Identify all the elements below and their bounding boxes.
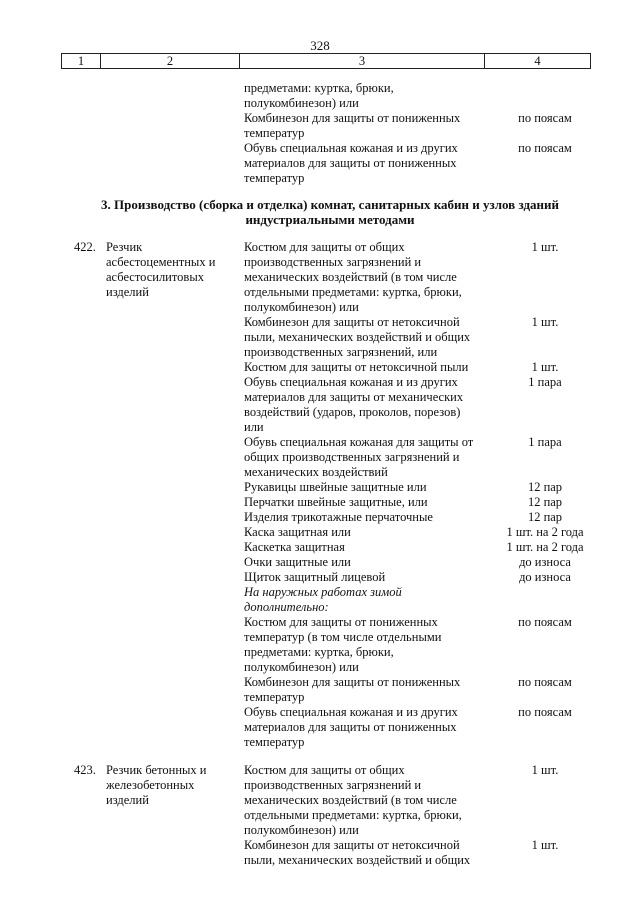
- profession-line: Резчик бетонных и: [106, 763, 207, 777]
- item-line: Рукавицы швейные защитные или: [244, 480, 427, 494]
- item-line: полукомбинезон) или: [244, 660, 359, 674]
- quantity: по поясам: [518, 111, 572, 125]
- item-line: механических воздействий: [244, 465, 388, 479]
- quantity: 1 шт. на 2 года: [506, 525, 584, 539]
- column-header-row: [61, 53, 591, 69]
- item-line: Обувь специальная кожаная и из других: [244, 705, 458, 719]
- item-line: Комбинезон для защиты от нетоксичной: [244, 315, 460, 329]
- column-header-1: 1: [62, 54, 101, 68]
- item-line: Обувь специальная кожаная для защиты от: [244, 435, 474, 449]
- quantity: 1 шт. на 2 года: [506, 540, 584, 554]
- item-line: пыли, механических воздействий и общих: [244, 330, 471, 344]
- item-line: предметами: куртка, брюки,: [244, 645, 394, 659]
- item-line: температур: [244, 171, 305, 185]
- item-line: или: [244, 420, 264, 434]
- item-line: общих производственных загрязнений и: [244, 450, 460, 464]
- item-line: Костюм для защиты от общих: [244, 240, 405, 254]
- row-number: 423.: [74, 763, 96, 777]
- item-line: Каскетка защитная: [244, 540, 345, 554]
- item-line: полукомбинезон) или: [244, 96, 359, 110]
- item-line: отдельными предметами: куртка, брюки,: [244, 285, 462, 299]
- profession-line: асбестоцементных и: [106, 255, 216, 269]
- quantity: 1 шт.: [531, 360, 559, 374]
- quantity: 1 шт.: [531, 315, 559, 329]
- item-line: воздействий (ударов, проколов, порезов): [244, 405, 461, 419]
- quantity: по поясам: [518, 675, 572, 689]
- item-line: Каска защитная или: [244, 525, 351, 539]
- item-line: материалов для защиты от механических: [244, 390, 464, 404]
- quantity: 1 шт.: [531, 838, 559, 852]
- item-line: материалов для защиты от пониженных: [244, 720, 457, 734]
- item-line-italic: На наружных работах зимой: [244, 585, 402, 599]
- item-line: пыли, механических воздействий и общих: [244, 853, 471, 867]
- column-header-3: 3: [240, 54, 485, 68]
- profession-line: изделий: [106, 793, 149, 807]
- quantity: 1 пара: [528, 435, 562, 449]
- item-line: материалов для защиты от пониженных: [244, 156, 457, 170]
- item-line: Щиток защитный лицевой: [244, 570, 386, 584]
- item-line: Изделия трикотажные перчаточные: [244, 510, 433, 524]
- quantity: 12 пар: [527, 495, 563, 509]
- quantity: 1 шт.: [531, 763, 559, 777]
- item-line: температур (в том числе отдельными: [244, 630, 442, 644]
- quantity: по поясам: [518, 141, 572, 155]
- profession-line: асбестосилитовых: [106, 270, 204, 284]
- quantity: 12 пар: [527, 510, 563, 524]
- item-line: полукомбинезон) или: [244, 300, 359, 314]
- item-line: Костюм для защиты от общих: [244, 763, 405, 777]
- item-line: Комбинезон для защиты от пониженных: [244, 675, 461, 689]
- item-line: Обувь специальная кожаная и из других: [244, 375, 458, 389]
- quantity: 1 пара: [528, 375, 562, 389]
- item-line: температур: [244, 126, 305, 140]
- item-line: температур: [244, 690, 305, 704]
- item-line: производственных загрязнений и: [244, 778, 422, 792]
- item-line: Костюм для защиты от пониженных: [244, 615, 438, 629]
- row-number: 422.: [74, 240, 96, 254]
- item-line: Обувь специальная кожаная и из других: [244, 141, 458, 155]
- item-line-italic: дополнительно:: [244, 600, 329, 614]
- item-line: механических воздействий (в том числе: [244, 793, 457, 807]
- item-line: полукомбинезон) или: [244, 823, 359, 837]
- page-number: 328: [310, 38, 330, 53]
- quantity: 12 пар: [527, 480, 563, 494]
- item-line: предметами: куртка, брюки,: [244, 81, 394, 95]
- column-header-4: 4: [534, 54, 541, 68]
- profession-line: изделий: [106, 285, 149, 299]
- item-line: производственных загрязнений, или: [244, 345, 438, 359]
- item-line: Костюм для защиты от нетоксичной пыли: [244, 360, 469, 374]
- item-line: отдельными предметами: куртка, брюки,: [244, 808, 462, 822]
- item-line: производственных загрязнений и: [244, 255, 422, 269]
- quantity: по поясам: [518, 705, 572, 719]
- quantity: 1 шт.: [531, 240, 559, 254]
- item-line: Перчатки швейные защитные, или: [244, 495, 428, 509]
- item-line: Комбинезон для защиты от пониженных: [244, 111, 461, 125]
- item-line: Комбинезон для защиты от нетоксичной: [244, 838, 460, 852]
- item-line: Очки защитные или: [244, 555, 351, 569]
- quantity: до износа: [519, 570, 571, 584]
- profession-line: Резчик: [106, 240, 143, 254]
- item-line: температур: [244, 735, 305, 749]
- quantity: по поясам: [518, 615, 572, 629]
- quantity: до износа: [519, 555, 571, 569]
- section-title: 3. Производство (сборка и отделка) комнат, санитарных кабин и узлов зданий индустриальными методами: [100, 197, 559, 227]
- item-line: механических воздействий (в том числе: [244, 270, 457, 284]
- column-header-2: 2: [101, 54, 240, 68]
- profession-line: железобетонных: [106, 778, 195, 792]
